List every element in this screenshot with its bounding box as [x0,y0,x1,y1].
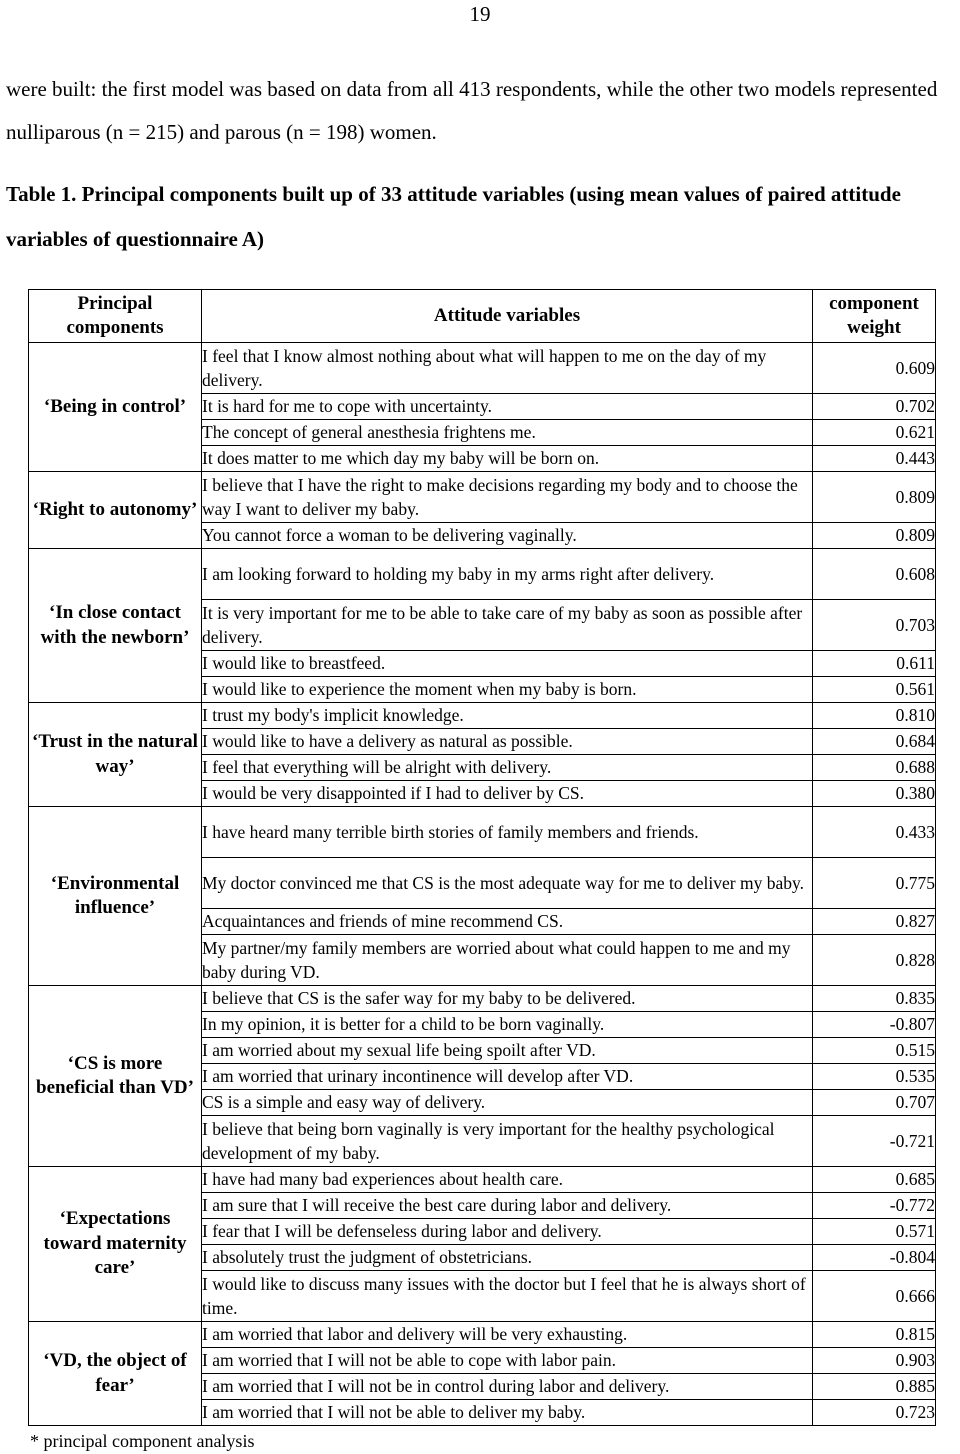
table-row [29,549,936,600]
attitude-variable: I am looking forward to holding my baby in my arms right after delivery. [202,549,813,600]
component-name: ‘Trust in the natural way’ [29,703,202,807]
header-attitude-variables: Attitude variables [202,290,813,343]
table-body [29,343,936,1426]
table-caption [6,172,956,262]
component-weight: 0.810 [813,703,936,729]
component-weight: 0.775 [813,858,936,909]
component-weight: 0.885 [813,1374,936,1400]
table-title: Principal components built up of 33 attitude variables (using mean values of paired attitude variables of questionnaire A) [6,182,901,251]
attitude-variable: My partner/my family members are worried about what could happen to me and my baby during VD. [202,935,813,986]
component-weight: 0.666 [813,1271,936,1322]
attitude-variable: I feel that everything will be alright with delivery. [202,755,813,781]
component-name: ‘Being in control’ [29,343,202,472]
attitude-variable: I believe that CS is the safer way for my baby to be delivered. [202,986,813,1012]
component-weight: -0.804 [813,1245,936,1271]
attitude-variable: I am worried that labor and delivery will be very exhausting. [202,1322,813,1348]
header-component-weight: component weight [813,290,936,343]
component-weight: 0.609 [813,343,936,394]
component-weight: -0.721 [813,1116,936,1167]
attitude-variable: I would like to experience the moment when my baby is born. [202,677,813,703]
table-row [29,343,936,394]
component-weight: 0.809 [813,523,936,549]
attitude-variable: It does matter to me which day my baby will be born on. [202,446,813,472]
attitude-variable: I fear that I will be defenseless during labor and delivery. [202,1219,813,1245]
attitude-variable: I believe that I have the right to make decisions regarding my body and to choose the way I want to deliver my baby. [202,472,813,523]
table-row [29,807,936,858]
component-name: ‘VD, the object of fear’ [29,1322,202,1426]
component-weight: 0.827 [813,909,936,935]
attitude-variable: Acquaintances and friends of mine recommend CS. [202,909,813,935]
component-name: ‘Expectations toward maternity care’ [29,1167,202,1322]
component-weight: 0.443 [813,446,936,472]
component-weight: 0.561 [813,677,936,703]
attitude-variable: My doctor convinced me that CS is the most adequate way for me to deliver my baby. [202,858,813,909]
footnote: * principal component analysis [30,1431,255,1451]
component-weight: 0.707 [813,1090,936,1116]
component-weight: 0.515 [813,1038,936,1064]
attitude-variable: I absolutely trust the judgment of obstetricians. [202,1245,813,1271]
table-row [29,1167,936,1193]
principal-components-table [28,289,936,1426]
attitude-variable: I have had many bad experiences about health care. [202,1167,813,1193]
attitude-variable: I am sure that I will receive the best care during labor and delivery. [202,1193,813,1219]
table-row [29,472,936,523]
table-row [29,1322,936,1348]
component-weight: 0.684 [813,729,936,755]
attitude-variable: It is very important for me to be able to take care of my baby as soon as possible after delivery. [202,600,813,651]
component-weight: 0.828 [813,935,936,986]
attitude-variable: I am worried that urinary incontinence will develop after VD. [202,1064,813,1090]
attitude-variable: I believe that being born vaginally is very important for the healthy psychological development of my baby. [202,1116,813,1167]
component-name: ‘Environmental influence’ [29,807,202,986]
component-weight: 0.380 [813,781,936,807]
attitude-variable: The concept of general anesthesia frightens me. [202,420,813,446]
attitude-variable: I would be very disappointed if I had to deliver by CS. [202,781,813,807]
attitude-variable: I would like to discuss many issues with the doctor but I feel that he is always short of time. [202,1271,813,1322]
page-number: 19 [469,2,491,26]
attitude-variable: It is hard for me to cope with uncertainty. [202,394,813,420]
component-weight: 0.809 [813,472,936,523]
attitude-variable: I am worried that I will not be able to deliver my baby. [202,1400,813,1426]
component-name: ‘Right to autonomy’ [29,472,202,549]
component-name: ‘In close contact with the newborn’ [29,549,202,703]
table-label: Table 1. [6,182,77,206]
component-weight: 0.608 [813,549,936,600]
attitude-variable: I trust my body's implicit knowledge. [202,703,813,729]
component-weight: 0.723 [813,1400,936,1426]
component-name: ‘CS is more beneficial than VD’ [29,986,202,1167]
component-weight: -0.772 [813,1193,936,1219]
component-weight: 0.688 [813,755,936,781]
attitude-variable: I would like to breastfeed. [202,651,813,677]
component-weight: 0.703 [813,600,936,651]
component-weight: 0.621 [813,420,936,446]
attitude-variable: CS is a simple and easy way of delivery. [202,1090,813,1116]
component-weight: -0.807 [813,1012,936,1038]
attitude-variable: I am worried that I will not be able to cope with labor pain. [202,1348,813,1374]
component-weight: 0.433 [813,807,936,858]
header-principal-components: Principal components [29,290,202,343]
attitude-variable: You cannot force a woman to be delivering vaginally. [202,523,813,549]
component-weight: 0.535 [813,1064,936,1090]
attitude-variable: I would like to have a delivery as natural as possible. [202,729,813,755]
component-weight: 0.815 [813,1322,936,1348]
attitude-variable: I am worried that I will not be in control during labor and delivery. [202,1374,813,1400]
attitude-variable: I have heard many terrible birth stories of family members and friends. [202,807,813,858]
component-weight: 0.571 [813,1219,936,1245]
table-row [29,986,936,1012]
component-weight: 0.702 [813,394,936,420]
component-weight: 0.835 [813,986,936,1012]
component-weight: 0.903 [813,1348,936,1374]
attitude-variable: I feel that I know almost nothing about what will happen to me on the day of my delivery. [202,343,813,394]
intro-paragraph: were built: the first model was based on data from all 413 respondents, while the other two models represented nulliparous (n = 215) and parous (n = 198) women. [6,77,938,144]
attitude-variable: I am worried about my sexual life being spoilt after VD. [202,1038,813,1064]
component-weight: 0.611 [813,651,936,677]
component-weight: 0.685 [813,1167,936,1193]
attitude-variable: In my opinion, it is better for a child to be born vaginally. [202,1012,813,1038]
table-row [29,703,936,729]
